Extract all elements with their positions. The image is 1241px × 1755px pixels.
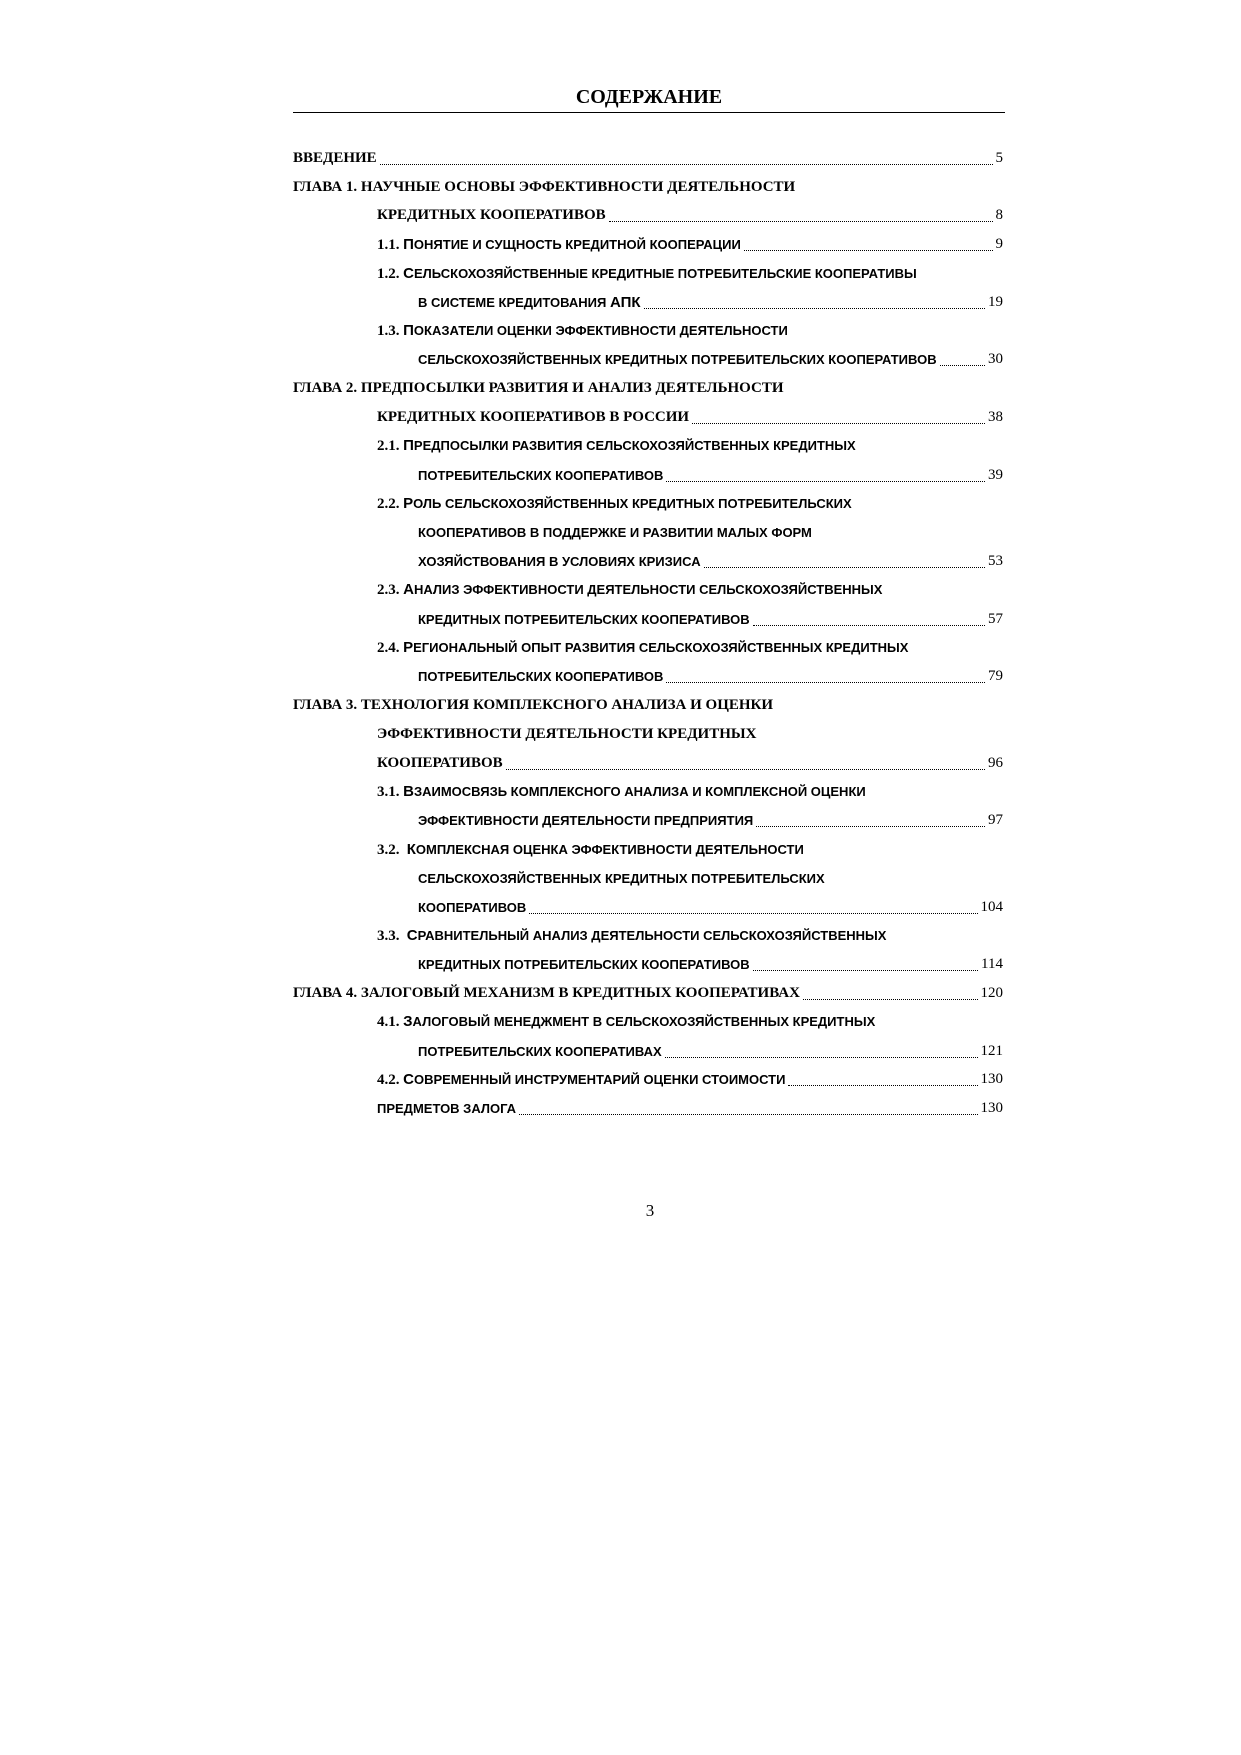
toc-entry-section-4-1[interactable]: 4.1. ЗАЛОГОВЫЙ МЕНЕДЖМЕНТ В СЕЛЬСКОХОЗЯЙСТВЕННЫХ КРЕДИТНЫХ [377,1013,876,1031]
toc-entry-section-4-1-cont[interactable]: ПОТРЕБИТЕЛЬСКИХ КООПЕРАТИВАХ 121 [418,1042,1003,1059]
toc-entry-section-1-2[interactable]: 1.2. СЕЛЬСКОХОЗЯЙСТВЕННЫЕ КРЕДИТНЫЕ ПОТРЕБИТЕЛЬСКИЕ КООПЕРАТИВЫ [377,264,917,282]
toc-entry-intro[interactable]: ВВЕДЕНИЕ 5 [293,149,1003,166]
dot-leader [529,913,977,914]
dot-leader [704,567,985,568]
title-underline [293,112,1005,113]
dot-leader [753,970,978,971]
table-of-contents [293,144,1003,1123]
page-number: 3 [645,1201,655,1220]
page-ref: 8 [995,207,1003,224]
page-title: СОДЕРЖАНИЕ [575,86,723,108]
toc-entry-section-4-2-cont[interactable]: ПРЕДМЕТОВ ЗАЛОГА 130 [377,1100,1003,1117]
toc-entry-chapter-3[interactable]: ГЛАВА 3. ТЕХНОЛОГИЯ КОМПЛЕКСНОГО АНАЛИЗА И ОЦЕНКИ [293,697,774,714]
toc-entry-section-3-1[interactable]: 3.1. ВЗАИМОСВЯЗЬ КОМПЛЕКСНОГО АНАЛИЗА И КОМПЛЕКСНОЙ ОЦЕНКИ [377,782,866,800]
toc-entry-section-3-3[interactable]: 3.3. СРАВНИТЕЛЬНЫЙ АНАЛИЗ ДЕЯТЕЛЬНОСТИ СЕЛЬСКОХОЗЯЙСТВЕННЫХ [377,926,887,944]
dot-leader [665,1057,978,1058]
page-ref: 19 [988,293,1003,310]
toc-entry-chapter-3-cont2[interactable]: КООПЕРАТИВОВ 96 [377,754,1003,771]
dot-leader [803,999,978,1000]
dot-leader [609,221,993,222]
toc-entry-section-3-2[interactable]: 3.2. КОМПЛЕКСНАЯ ОЦЕНКА ЭФФЕКТИВНОСТИ ДЕЯТЕЛЬНОСТИ [377,840,804,858]
toc-entry-section-3-2-cont2[interactable]: КООПЕРАТИВОВ 104 [418,898,1003,915]
toc-entry-chapter-3-cont[interactable]: ЭФФЕКТИВНОСТИ ДЕЯТЕЛЬНОСТИ КРЕДИТНЫХ [377,725,757,742]
page-ref: 120 [980,985,1003,1001]
page-ref: 130 [980,1071,1003,1088]
page-ref: 104 [980,898,1003,915]
page-ref: 9 [995,236,1003,253]
toc-entry-section-2-1[interactable]: 2.1. ПРЕДПОСЫЛКИ РАЗВИТИЯ СЕЛЬСКОХОЗЯЙСТВЕННЫХ КРЕДИТНЫХ [377,437,856,455]
toc-entry-chapter-2-cont[interactable]: КРЕДИТНЫХ КООПЕРАТИВОВ В РОССИИ 38 [377,409,1003,426]
page-ref: 96 [988,754,1003,771]
dot-leader [519,1114,977,1115]
dot-leader [940,365,985,366]
toc-entry-section-1-3[interactable]: 1.3. ПОКАЗАТЕЛИ ОЦЕНКИ ЭФФЕКТИВНОСТИ ДЕЯТЕЛЬНОСТИ [377,322,788,340]
dot-leader [788,1085,977,1086]
page-ref: 53 [988,553,1003,570]
page-ref: 97 [988,812,1003,829]
toc-entry-chapter-4[interactable]: ГЛАВА 4. ЗАЛОГОВЫЙ МЕХАНИЗМ В КРЕДИТНЫХ КООПЕРАТИВАХ 120 [293,985,1003,1001]
dot-leader [506,769,985,770]
toc-entry-section-4-2[interactable]: 4.2. СОВРЕМЕННЫЙ ИНСТРУМЕНТАРИЙ ОЦЕНКИ СТОИМОСТИ 130 [377,1070,1003,1088]
dot-leader [753,625,985,626]
toc-entry-section-3-3-cont[interactable]: КРЕДИТНЫХ ПОТРЕБИТЕЛЬСКИХ КООПЕРАТИВОВ 114 [418,956,1003,973]
page-ref: 114 [981,956,1003,973]
toc-entry-section-2-3[interactable]: 2.3. АНАЛИЗ ЭФФЕКТИВНОСТИ ДЕЯТЕЛЬНОСТИ СЕЛЬСКОХОЗЯЙСТВЕННЫХ [377,581,883,599]
dot-leader [692,423,985,424]
page-ref: 130 [980,1100,1003,1117]
dot-leader [644,308,985,309]
toc-entry-section-3-1-cont[interactable]: ЭФФЕКТИВНОСТИ ДЕЯТЕЛЬНОСТИ ПРЕДПРИЯТИЯ 97 [418,812,1003,829]
page-ref: 57 [988,610,1003,627]
toc-entry-section-1-2-cont[interactable]: В СИСТЕМЕ КРЕДИТОВАНИЯ АПК 19 [418,293,1003,311]
toc-entry-chapter-1-cont[interactable]: КРЕДИТНЫХ КООПЕРАТИВОВ 8 [377,207,1003,224]
toc-entry-section-2-4[interactable]: 2.4. РЕГИОНАЛЬНЫЙ ОПЫТ РАЗВИТИЯ СЕЛЬСКОХОЗЯЙСТВЕННЫХ КРЕДИТНЫХ [377,638,909,656]
page-ref: 5 [995,149,1003,166]
page-ref: 38 [988,409,1003,426]
dot-leader [744,250,993,251]
dot-leader [666,481,985,482]
page-ref: 30 [988,351,1003,368]
toc-entry-chapter-2[interactable]: ГЛАВА 2. ПРЕДПОСЫЛКИ РАЗВИТИЯ И АНАЛИЗ ДЕЯТЕЛЬНОСТИ [293,380,784,397]
toc-entry-section-2-3-cont[interactable]: КРЕДИТНЫХ ПОТРЕБИТЕЛЬСКИХ КООПЕРАТИВОВ 57 [418,610,1003,627]
toc-entry-chapter-1[interactable]: ГЛАВА 1. НАУЧНЫЕ ОСНОВЫ ЭФФЕКТИВНОСТИ ДЕЯТЕЛЬНОСТИ [293,178,796,195]
toc-entry-section-2-4-cont[interactable]: ПОТРЕБИТЕЛЬСКИХ КООПЕРАТИВОВ 79 [418,668,1003,685]
dot-leader [756,826,985,827]
page-ref: 39 [988,466,1003,483]
toc-entry-section-1-3-cont[interactable]: СЕЛЬСКОХОЗЯЙСТВЕННЫХ КРЕДИТНЫХ ПОТРЕБИТЕЛЬСКИХ КООПЕРАТИВОВ 30 [418,351,1003,368]
toc-entry-section-1-1[interactable]: 1.1. ПОНЯТИЕ И СУЩНОСТЬ КРЕДИТНОЙ КООПЕРАЦИИ 9 [377,235,1003,253]
toc-entry-section-2-2[interactable]: 2.2. РОЛЬ СЕЛЬСКОХОЗЯЙСТВЕННЫХ КРЕДИТНЫХ ПОТРЕБИТЕЛЬСКИХ [377,494,852,512]
page-ref: 79 [988,668,1003,685]
toc-entry-section-3-2-cont[interactable]: СЕЛЬСКОХОЗЯЙСТВЕННЫХ КРЕДИТНЫХ ПОТРЕБИТЕЛЬСКИХ [418,870,825,886]
page-ref: 121 [980,1042,1003,1059]
dot-leader [380,164,993,165]
toc-entry-section-2-2-cont2[interactable]: ХОЗЯЙСТВОВАНИЯ В УСЛОВИЯХ КРИЗИСА 53 [418,553,1003,570]
dot-leader [666,682,985,683]
toc-entry-section-2-2-cont[interactable]: КООПЕРАТИВОВ В ПОДДЕРЖКЕ И РАЗВИТИИ МАЛЫХ ФОРМ [418,525,812,541]
toc-entry-section-2-1-cont[interactable]: ПОТРЕБИТЕЛЬСКИХ КООПЕРАТИВОВ 39 [418,466,1003,483]
